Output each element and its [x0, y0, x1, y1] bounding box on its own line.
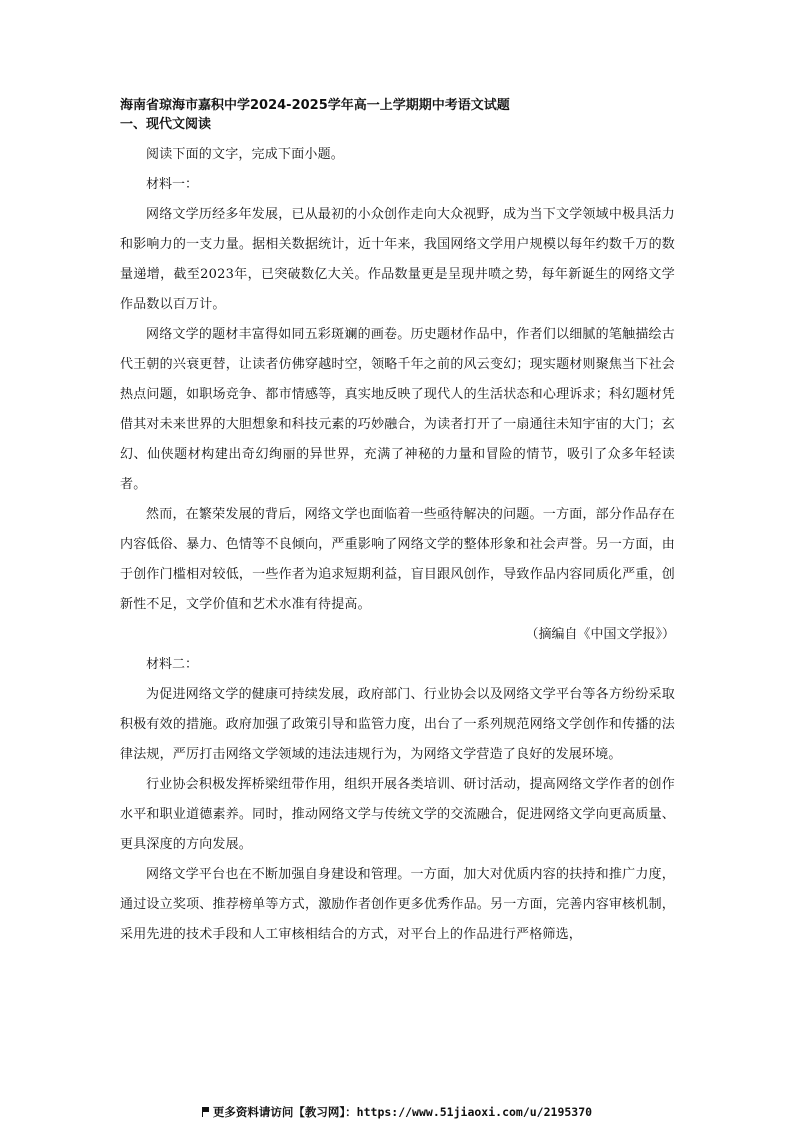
material2-label: 材料二：: [146, 657, 199, 672]
section-title: 一、现代文阅读: [120, 117, 212, 132]
material2-paragraph-3: 网络文学平台也在不断加强自身建设和管理。一方面，加大对优质内容的扶持和推广力度，通过设立奖项、推荐榜单等方式，激励作者创作更多优秀作品。另一方面，完善内容审核机制，采用先进的技术手段和人工审核相结合的方式，对平台上的作品进行严格筛选，: [120, 867, 675, 942]
material1-paragraph-2: 网络文学的题材丰富得如同五彩斑斓的画卷。历史题材作品中，作者们以细腻的笔触描绘古代王朝的兴衰更替，让读者仿佛穿越时空，领略千年之前的风云变幻；现实题材则聚焦当下社会热点问题，如职场竞争、都市情感等，真实地反映了现代人的生活状态和心理诉求；科幻题材凭借其对未来世界的大胆想象和科技元素的巧妙融合，为读者打开了一扇通往未知宇宙的大门；玄幻、仙侠题材构建出奇幻绚丽的异世界，充满了神秘的力量和冒险的情节，吸引了众多年轻读者。: [120, 327, 675, 492]
footer-link-text[interactable]: 更多资料请访问【教习网】：https://www.51jiaoxi.com/u/2195370: [212, 1105, 593, 1119]
document-page: [120, 96, 675, 950]
material1-paragraph-1: 网络文学历经多年发展，已从最初的小众创作走向大众视野，成为当下文学领域中极具活力和影响力的一支力量。据相关数据统计，近十年来，我国网络文学用户规模以每年约数千万的数量递增，截至2023年，已突破数亿大关。作品数量更是呈现井喷之势，每年新诞生的网络文学作品数以百万计。: [120, 207, 675, 312]
material2-paragraph-1: 为促进网络文学的健康可持续发展，政府部门、行业协会以及网络文学平台等各方纷纷采取积极有效的措施。政府加强了政策引导和监管力度，出台了一系列规范网络文学创作和传播的法律法规，严厉打击网络文学领域的违法违规行为，为网络文学营造了良好的发展环境。: [120, 687, 675, 762]
document-title: 海南省琼海市嘉积中学2024-2025学年高一上学期期中考语文试题: [120, 98, 510, 113]
flag-icon: [202, 1107, 210, 1117]
material2-paragraph-2: 行业协会积极发挥桥梁纽带作用，组织开展各类培训、研讨活动，提高网络文学作者的创作水平和职业道德素养。同时，推动网络文学与传统文学的交流融合，促进网络文学向更高质量、更具深度的方向发展。: [120, 777, 675, 852]
material1-paragraph-3: 然而，在繁荣发展的背后，网络文学也面临着一些亟待解决的问题。一方面，部分作品存在内容低俗、暴力、色情等不良倾向，严重影响了网络文学的整体形象和社会声誉。另一方面，由于创作门槛相对较低，一些作者为追求短期利益，盲目跟风创作，导致作品内容同质化严重，创新性不足，文学价值和艺术水准有待提高。: [120, 507, 675, 612]
footer: [0, 1104, 794, 1120]
material1-label: 材料一：: [146, 177, 199, 192]
instruction: 阅读下面的文字，完成下面小题。: [146, 147, 345, 162]
material1-source: （摘编自《中国文学报》）: [525, 627, 675, 642]
